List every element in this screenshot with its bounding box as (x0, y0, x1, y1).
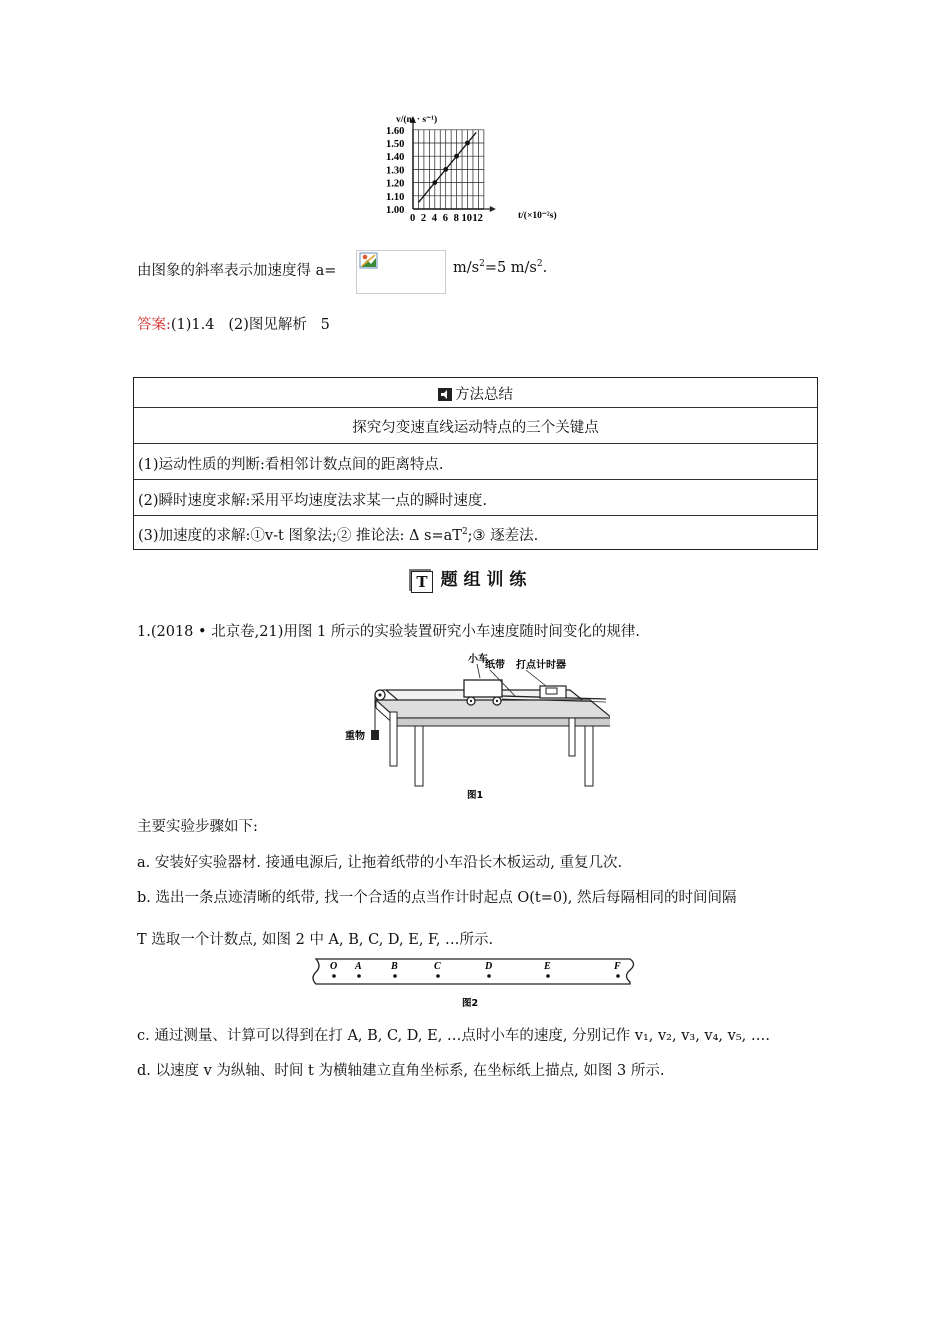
tape-dot (436, 974, 440, 978)
x-tick-label: 0 (410, 213, 416, 224)
method-header (134, 383, 817, 404)
tape-dot (546, 974, 550, 978)
x-axis-arrow (490, 206, 496, 212)
table-leg (569, 718, 575, 756)
figure-2-caption: 图2 (462, 998, 479, 1009)
figure-1-apparatus (340, 648, 610, 800)
tape-point-label: D (485, 961, 493, 972)
step-a: a. 安装好实验器材. 接通电源后, 让拖着纸带的小车沿长木板运动, 重复几次. (137, 855, 623, 871)
section-heading (411, 565, 526, 593)
tape-dot (332, 974, 336, 978)
x-axis-label: t/(×10⁻²s) (518, 211, 557, 221)
table-leg (585, 726, 593, 786)
vt-graph (370, 112, 570, 227)
question-stem: 1.(2018 • 北京卷,21)用图 1 所示的实验装置研究小车速度随时间变化的规律. (137, 624, 640, 640)
speaker-icon (438, 388, 452, 401)
step-c: c. 通过测量、计算可以得到在打 A, B, C, D, E, …点时小车的速度, 分别记作 v₁, v₂, v₃, v₄, v₅, …. (137, 1028, 770, 1044)
table-leg (390, 712, 397, 766)
x-tick-label: 4 (431, 213, 438, 224)
tape-point-label: F (614, 961, 621, 972)
formula-image-placeholder (356, 250, 446, 294)
cart-label: 小车 (468, 654, 488, 665)
step-b-line-1: b. 选出一条点迹清晰的纸带, 找一个合适的点当作计时起点 O(t=0), 然后每隔相同的时间间隔 (137, 890, 737, 906)
weight-label: 重物 (345, 731, 365, 742)
y-tick-label: 1.40 (386, 152, 405, 164)
tape-point-label: A (355, 961, 362, 972)
method-header-text: 方法总结 (455, 387, 513, 403)
method-item-1: (1)运动性质的判断:看相邻计数点间的距离特点. (138, 457, 444, 473)
step-b-line-2: T 选取一个计数点, 如图 2 中 A, B, C, D, E, F, …所示. (137, 932, 494, 948)
method-item-3b: ;③ 逐差法. (467, 528, 539, 544)
y-tick-label: 1.50 (386, 139, 405, 150)
step-d: d. 以速度 v 为纵轴、时间 t 为横轴建立直角坐标系, 在坐标纸上描点, 如图 3 所示. (137, 1063, 665, 1079)
data-point (443, 167, 448, 172)
y-tick-label: 1.60 (386, 125, 405, 137)
data-point (454, 154, 459, 159)
period-text: . (542, 260, 548, 276)
y-tick-label: 1.00 (386, 205, 405, 216)
y-tick-label: 1.10 (386, 191, 405, 203)
x-tick-label: 10 (461, 213, 472, 224)
method-item-3a: (3)加速度的求解:①v-t 图象法;② 推论法: Δ s=aT (138, 528, 462, 544)
x-tick-label: 6 (442, 213, 448, 224)
slope-prefix: 由图象的斜率表示加速度得 a= (137, 263, 337, 279)
answer-line (137, 313, 330, 334)
weight (371, 730, 379, 740)
tape-dot (487, 974, 491, 978)
section-t-icon: T (411, 571, 433, 593)
data-point (465, 141, 470, 146)
figure-1-caption: 图1 (467, 790, 484, 800)
figure-2-tape (312, 956, 642, 1012)
tape-point-label: B (391, 961, 398, 972)
table-leg (415, 726, 423, 786)
steps-title: 主要实验步骤如下: (137, 819, 258, 835)
broken-image-icon (359, 252, 379, 270)
tape-label: 纸带 (485, 660, 505, 671)
tape-point-label: O (330, 961, 338, 972)
x-tick-label: 8 (453, 213, 459, 224)
data-point (432, 180, 437, 185)
method-item-3: (3)加速度的求解:①v-t 图象法;② 推论法: Δ $s=aT^2;③$ 逐差法. (138, 527, 539, 544)
tape-dot (357, 974, 361, 978)
cart (464, 680, 502, 697)
y-tick-label: 1.30 (386, 165, 405, 177)
tape-point-label: C (434, 961, 441, 972)
answer-label: 答案: (137, 317, 171, 333)
method-summary-box (133, 377, 818, 550)
slope-line (137, 259, 336, 280)
timer-label: 打点计时器 (516, 660, 566, 671)
slope-suffix: $m/s^2=5$ $m/s^2$. (453, 259, 548, 276)
answer-body: (1)1.4 (2)图见解析 5 (170, 317, 330, 333)
section-title: 题 组 训 练 (440, 570, 527, 590)
tape-dot (393, 974, 397, 978)
x-tick-label: 2 (420, 213, 427, 224)
y-axis-label: v/(m · s⁻¹) (396, 115, 438, 125)
tape-point-label: E (544, 961, 551, 972)
unit-text: m/s (453, 260, 480, 276)
result-text: =5 m/s (484, 260, 537, 276)
method-title: 探究匀变速直线运动特点的三个关键点 (352, 420, 599, 436)
y-tick-label: 1.20 (386, 178, 405, 190)
method-item-2: (2)瞬时速度求解:采用平均速度法求某一点的瞬时速度. (138, 493, 488, 509)
x-tick-label: 12 (472, 213, 483, 224)
tape-dot (616, 974, 620, 978)
